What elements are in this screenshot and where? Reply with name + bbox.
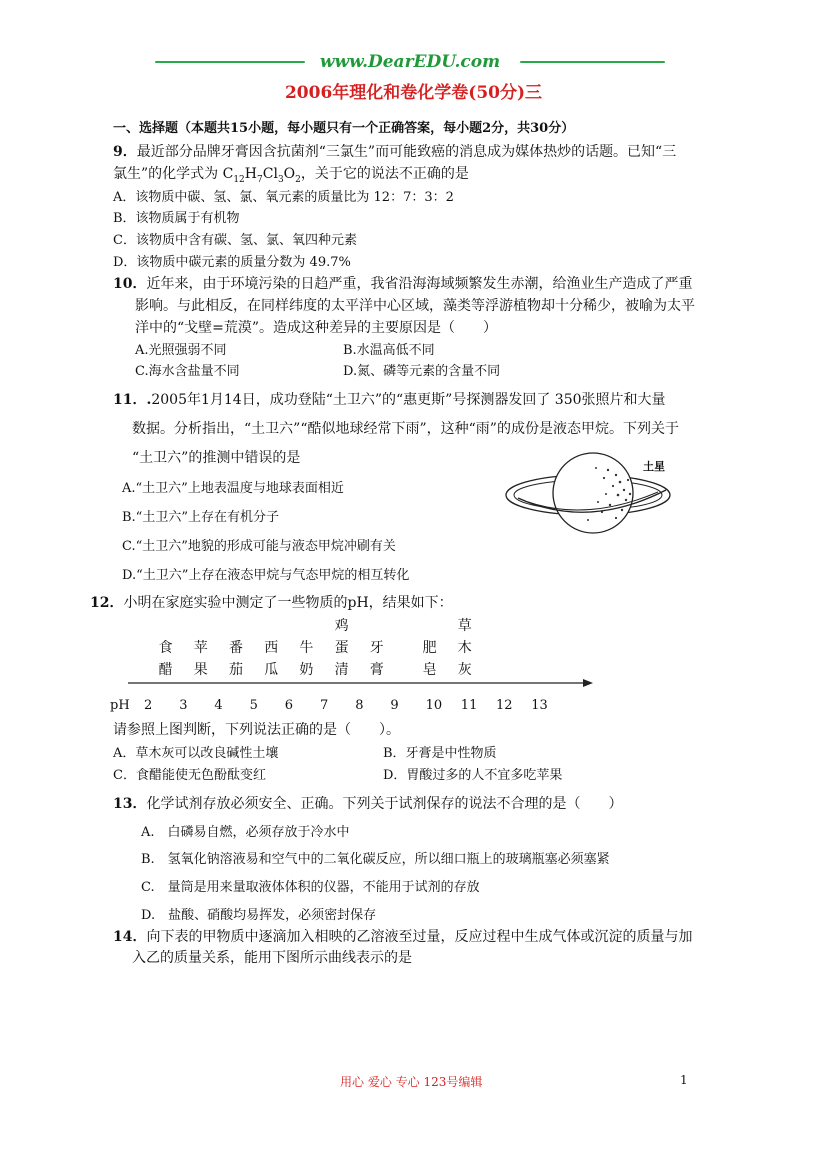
q11-line3: “土卫六”的推测中错误的是 <box>132 450 301 466</box>
q13-option-a: A. 白磷易自燃，必须存放于冷水中 <box>141 825 350 840</box>
footer-text: 用心 爱心 专心 123号编辑 <box>340 1075 483 1089</box>
ph-tick-label: 6 <box>284 698 294 713</box>
ph-substance-label: 牛奶 <box>299 640 314 678</box>
ph-tick-label: 4 <box>214 698 223 713</box>
q10-line3: 洋中的“戈壁=荒漠”。造成这种差异的主要原因是（ ） <box>135 320 498 336</box>
q11-option-b: B.“土卫六”上存在有机分子 <box>122 510 279 525</box>
page-number: 1 <box>680 1073 688 1087</box>
ph-substance-label: 牙膏 <box>369 640 384 678</box>
q10-option-d: D.氮、磷等元素的含量不同 <box>343 364 501 379</box>
page-title: 2006年理化和卷化学卷(50分)三 <box>284 83 543 103</box>
ph-tick-label: 5 <box>249 698 258 713</box>
q11-option-d: D.“土卫六”上存在液态甲烷与气态甲烷的相互转化 <box>122 568 410 583</box>
ph-tick-label: 9 <box>390 698 399 713</box>
ph-substance-label: 草木灰 <box>457 618 472 678</box>
ph-tick-label: 2 <box>144 698 153 713</box>
ph-tick-label: 13 <box>531 698 548 713</box>
ph-tick-label: 8 <box>355 698 364 713</box>
q13-option-d: D. 盐酸、硝酸均易挥发，必须密封保存 <box>141 908 377 923</box>
q12-option-c: C．食醋能使无色酚酞变红 <box>113 768 266 783</box>
q13-number: 13． <box>113 796 147 812</box>
formula-o: O <box>283 166 296 182</box>
q13-line1 <box>113 793 622 813</box>
formula-h: H <box>244 166 257 182</box>
q9-number: 9． <box>113 144 137 160</box>
formula-sub: 3 <box>277 174 284 185</box>
ph-substance-label: 肥皂 <box>422 640 437 678</box>
ph-substance-label: 食醋 <box>158 640 173 678</box>
ph-substance-label: 苹果 <box>193 640 208 678</box>
brand-logo: www.DearEDU.com <box>319 52 501 72</box>
q11-text1: 2005年1月14日，成功登陆“土卫六”的“惠更斯”号探测器发回了 350张照片和大量 <box>151 392 666 408</box>
q9-option-b: B．该物质属于有机物 <box>113 211 240 226</box>
formula-cl: Cl <box>262 166 278 182</box>
q11-option-a: A.“土卫六”上地表温度与地球表面相近 <box>122 481 344 496</box>
q9-text2a: 氯生”的化学式为 C <box>113 166 234 182</box>
q14-text1: 向下表的甲物质中逐滴加入相映的乙溶液至过量，反应过程中生成气体或沉淀的质量与加 <box>146 929 693 945</box>
q12-option-d: D．胃酸过多的人不宜多吃苹果 <box>383 768 563 783</box>
q10-option-c: C.海水含盐量不同 <box>135 364 240 379</box>
q9-text1: 最近部分品牌牙膏因含抗菌剂“三氯生”而可能致癌的消息成为媒体热炒的话题。已知“三 <box>136 144 677 160</box>
ph-tick-label: 12 <box>496 698 513 713</box>
q14-line1 <box>113 926 692 946</box>
q10-text1: 近年来，由于环境污染的日趋严重，我省沿海海域频繁发生赤潮，给渔业生产造成了严重 <box>146 276 693 292</box>
q13-option-b: B. 氢氧化钠溶液易和空气中的二氧化碳反应，所以细口瓶上的玻璃瓶塞必须塞紧 <box>141 852 610 867</box>
formula-sub: 12 <box>233 174 245 185</box>
ph-label: pH <box>110 698 130 713</box>
saturn-label: 土星 <box>643 460 665 473</box>
formula-sub: 7 <box>257 174 263 185</box>
q11-line2: 数据。分析指出，“土卫六”“酷似地球经常下雨”，这种“雨”的成份是液态甲烷。下列关于 <box>132 421 679 437</box>
ph-tick-label: 10 <box>425 698 443 713</box>
q11-line1 <box>113 389 666 409</box>
q10-option-a: A.光照强弱不同 <box>135 343 227 358</box>
q10-option-b: B.水温高低不同 <box>343 343 435 358</box>
q14-number: 14． <box>113 929 147 945</box>
q9-line1 <box>113 141 676 161</box>
q12-stem: 小明在家庭实验中测定了一些物质的pH，结果如下： <box>123 595 453 611</box>
section-heading: 一、选择题（本题共15小题，每小题只有一个正确答案，每小题2分，共30分） <box>113 121 575 136</box>
q13-option-c: C. 量筒是用来量取液体体积的仪器，不能用于试剂的存放 <box>141 880 480 895</box>
q9-line2 <box>113 163 469 185</box>
q12-question: 请参照上图判断，下列说法正确的是（ ）。 <box>113 722 400 738</box>
q10-line2: 影响。与此相反，在同样纬度的太平洋中心区域，藻类等浮游植物却十分稀少，被喻为太平 <box>135 298 695 314</box>
q11-number: 11．. <box>113 392 152 408</box>
q9-option-c: C．该物质中含有碳、氢、氯、氧四种元素 <box>113 233 357 248</box>
ph-scale-axis <box>128 676 593 690</box>
q9-option-d: D．该物质中碳元素的质量分数为 49.7% <box>113 255 351 270</box>
ph-tick-label: 11 <box>460 698 478 713</box>
ph-substance-label: 番茄 <box>229 640 243 678</box>
q11-option-c: C.“土卫六”地貌的形成可能与液态甲烷冲刷有关 <box>122 539 396 554</box>
q14-line2: 入乙的质量关系，能用下图所示曲线表示的是 <box>132 950 412 966</box>
site-header <box>150 50 670 74</box>
q12-number: 12． <box>90 595 124 611</box>
ph-substance-label: 鸡蛋清 <box>334 618 349 678</box>
ph-substance-label: 西瓜 <box>264 640 279 678</box>
q10-line1 <box>113 273 692 293</box>
ph-tick-label: 7 <box>320 698 329 713</box>
q13-stem: 化学试剂存放必须安全、正确。下列关于试剂保存的说法不合理的是（ ） <box>146 796 623 812</box>
right-swoosh <box>520 61 665 63</box>
q10-number: 10． <box>113 276 147 292</box>
formula-sub: 2 <box>295 174 301 185</box>
q12-option-a: A．草木灰可以改良碱性土壤 <box>113 746 279 761</box>
q12-line1 <box>90 592 453 612</box>
q12-option-b: B．牙膏是中性物质 <box>383 746 497 761</box>
ph-tick-label: 3 <box>179 698 188 713</box>
q9-text2b: ，关于它的说法不正确的是 <box>300 166 469 182</box>
q9-option-a: A．该物质中碳、氢、氯、氧元素的质量比为 12：7：3：2 <box>113 190 454 205</box>
